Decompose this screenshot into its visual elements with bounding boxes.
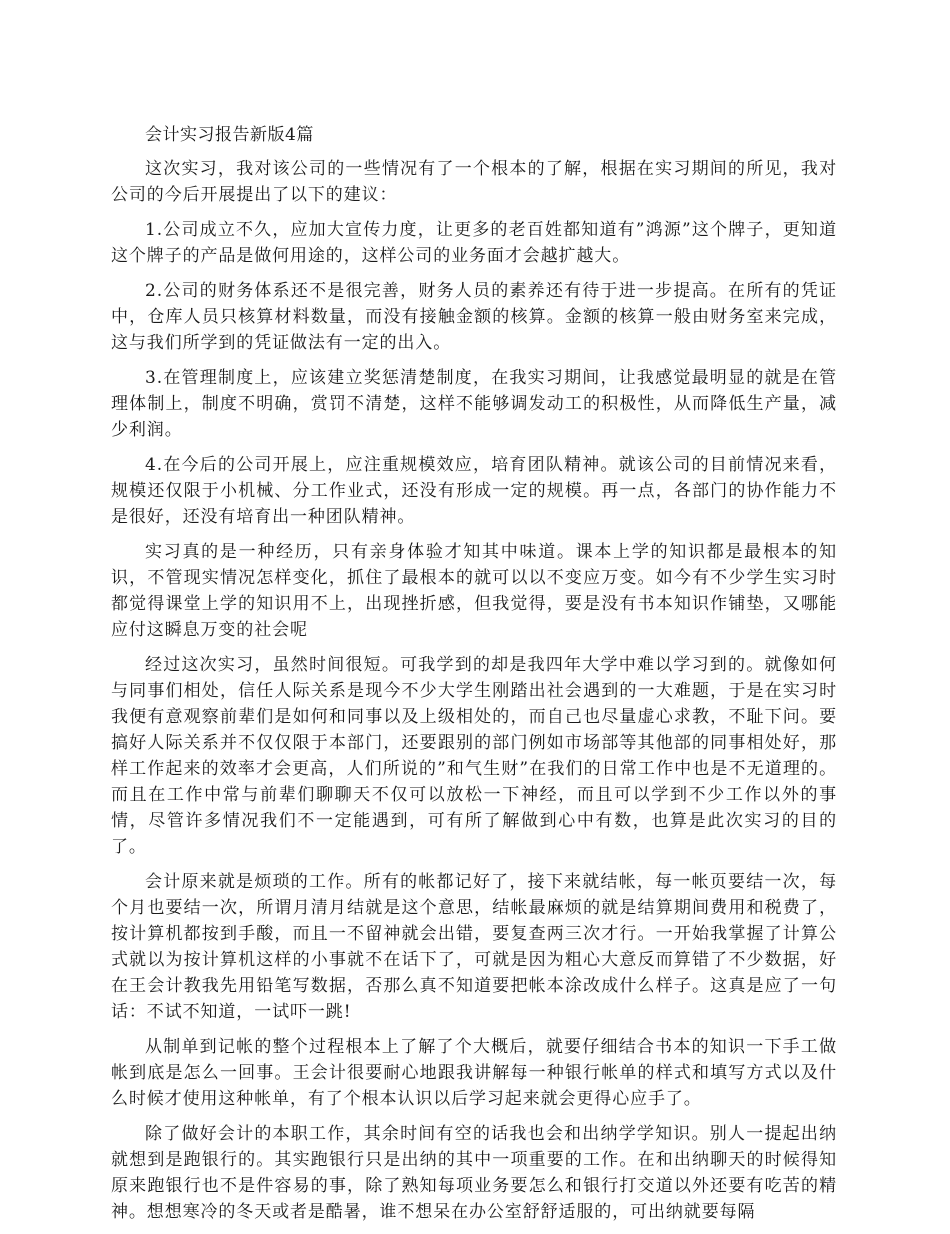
paragraph: 2.公司的财务体系还不是很完善，财务人员的素养还有待于进一步提高。在所有的凭证中，仓库人员只核算材料数量，而没有接触金额的核算。金额的核算一般由财务室来完成，这与我们所学到的凭证做法有一定的出入。 (111, 281, 837, 353)
paragraph: 经过这次实习，虽然时间很短。可我学到的却是我四年大学中难以学习到的。就像如何与同事们相处，信任人际关系是现今不少大学生刚踏出社会遇到的一大难题，于是在实习时我便有意观察前辈们是如何和同事以及上级相处的，而自己也尽量虚心求教，不耻下问。要搞好人际关系并不仅仅限于本部门，还要跟别的部门例如市场部等其他部的同事相处好，那样工作起来的效率才会更高，人们所说的”和气生财”在我们的日常工作中也是不无道理的。而且在工作中常与前辈们聊聊天不仅可以放松一下神经，而且可以学到不少工作以外的事情，尽管许多情况我们不一定能遇到，可有所了解做到心中有数，也算是此次实习的目的了。 (111, 655, 837, 857)
paragraph: 4.在今后的公司开展上，应注重规模效应，培育团队精神。就该公司的目前情况来看，规模还仅限于小机械、分工作业式，还没有形成一定的规模。再一点，各部门的协作能力不是很好，还没有培育出一种团队精神。 (111, 455, 837, 527)
document-body (111, 122, 837, 1234)
paragraph: 实习真的是一种经历，只有亲身体验才知其中味道。课本上学的知识都是最根本的知识，不管现实情况怎样变化，抓住了最根本的就可以以不变应万变。如今有不少学生实习时都觉得课堂上学的知识用不上，出现挫折感，但我觉得，要是没有书本知识作铺垫，又哪能应付这瞬息万变的社会呢 (111, 542, 837, 640)
paragraph: 这次实习，我对该公司的一些情况有了一个根本的了解，根据在实习期间的所见，我对公司的今后开展提出了以下的建议： (111, 159, 837, 205)
paragraph: 会计原来就是烦琐的工作。所有的帐都记好了，接下来就结帐，每一帐页要结一次，每个月也要结一次，所谓月清月结就是这个意思，结帐最麻烦的就是结算期间费用和税费了，按计算机都按到手酸，而且一不留神就会出错，要复查两三次才行。一开始我掌握了计算公式就以为按计算机这样的小事就不在话下了，可就是因为粗心大意反而算错了不少数据，好在王会计教我先用铅笔写数据，否那么真不知道要把帐本涂改成什么样子。这真是应了一句话：不试不知道，一试吓一跳! (111, 872, 837, 1022)
paragraph: 除了做好会计的本职工作，其余时间有空的话我也会和出纳学学知识。别人一提起出纳就想到是跑银行的。其实跑银行只是出纳的其中一项重要的工作。在和出纳聊天的时候得知原来跑银行也不是件容易的事，除了熟知每项业务要怎么和银行打交道以外还要有吃苦的精神。想想寒冷的冬天或者是酷暑，谁不想呆在办公室舒舒适服的，可出纳就要每隔 (111, 1124, 837, 1222)
paragraph: 1.公司成立不久，应加大宣传力度，让更多的老百姓都知道有”鸿源”这个牌子，更知道这个牌子的产品是做何用途的，这样公司的业务面才会越扩越大。 (111, 220, 837, 266)
document-title: 会计实习报告新版4篇 (145, 125, 314, 145)
paragraph: 从制单到记帐的整个过程根本上了解了个大概后，就要仔细结合书本的知识一下手工做帐到底是怎么一回事。王会计很要耐心地跟我讲解每一种银行帐单的样式和填写方式以及什么时候才使用这种帐单，有了个根本认识以后学习起来就会更得心应手了。 (111, 1037, 837, 1109)
paragraph: 3.在管理制度上，应该建立奖惩清楚制度，在我实习期间，让我感觉最明显的就是在管理体制上，制度不明确，赏罚不清楚，这样不能够调发动工的积极性，从而降低生产量，减少利润。 (111, 368, 837, 440)
